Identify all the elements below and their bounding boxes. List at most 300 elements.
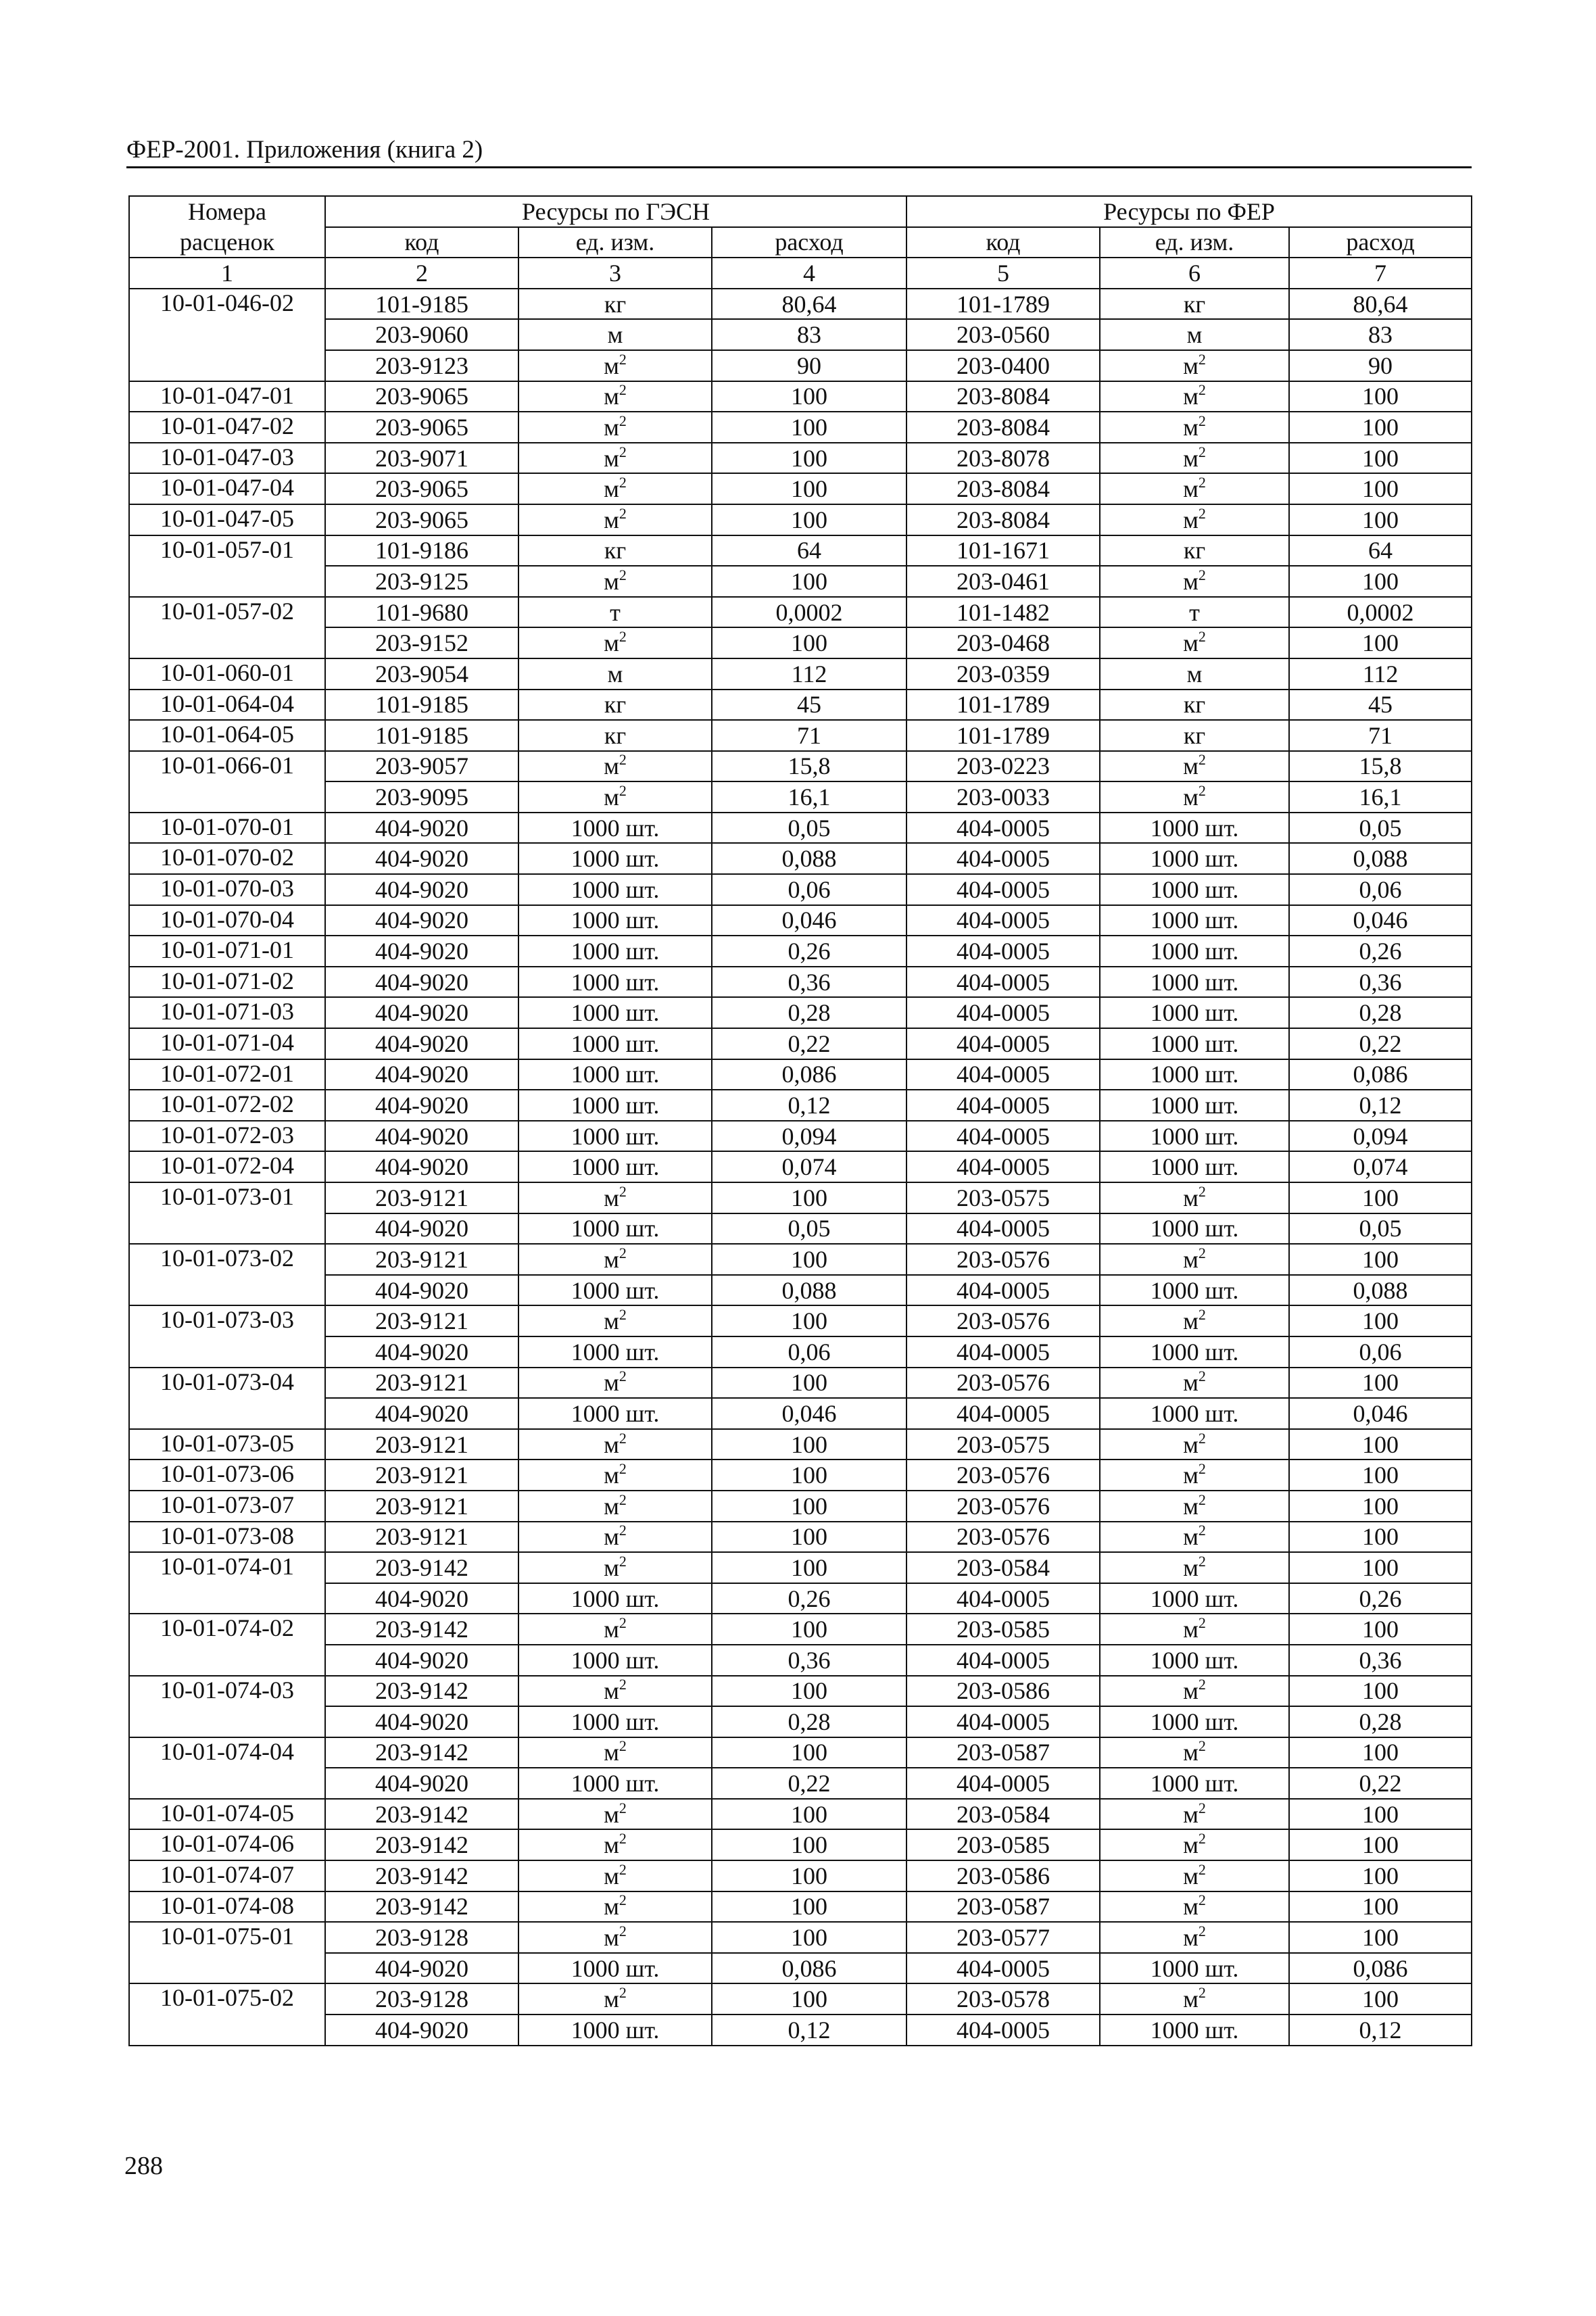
- superscript-two: 2: [1198, 1737, 1206, 1755]
- cell-gesn-code: 404-9020: [325, 1275, 518, 1306]
- table-row: [129, 1614, 1472, 1645]
- superscript-two: 2: [1198, 1306, 1206, 1324]
- cell-gesn-code: 203-9121: [325, 1305, 518, 1336]
- cell-gesn-unit: м: [518, 319, 712, 350]
- cell-gesn-qty: 100: [712, 1491, 906, 1522]
- table-row: [129, 1121, 1472, 1152]
- cell-gesn-unit: $м^2$: [518, 1244, 712, 1275]
- superscript-two: 2: [1198, 566, 1206, 583]
- cell-gesn-qty: 0,06: [712, 874, 906, 905]
- superscript-two: 2: [1198, 1830, 1206, 1848]
- cell-gesn-unit: 1000 шт.: [518, 1028, 712, 1059]
- table-row: [129, 1891, 1472, 1923]
- cell-gesn-qty: 100: [712, 412, 906, 443]
- cell-gesn-qty: 112: [712, 658, 906, 690]
- cell-fer-code: 404-0005: [906, 1275, 1100, 1306]
- col-number: 2: [325, 258, 518, 289]
- cell-gesn-qty: 0,36: [712, 967, 906, 998]
- cell-rate-number: [129, 2015, 325, 2046]
- superscript-two: 2: [1198, 1614, 1206, 1632]
- cell-fer-unit: 1000 шт.: [1100, 997, 1289, 1028]
- cell-gesn-unit: 1000 шт.: [518, 1090, 712, 1121]
- cell-fer-code: 203-0585: [906, 1614, 1100, 1645]
- cell-rate-number: 10-01-073-02: [129, 1244, 325, 1275]
- cell-fer-qty: 0,22: [1289, 1028, 1472, 1059]
- cell-fer-code: 203-0468: [906, 627, 1100, 658]
- cell-rate-number: [129, 1213, 325, 1245]
- cell-gesn-code: 404-9020: [325, 1090, 518, 1121]
- page-number: 288: [124, 2152, 163, 2180]
- cell-fer-unit: $м^2$: [1100, 1737, 1289, 1768]
- cell-rate-number: [129, 319, 325, 350]
- cell-gesn-qty: 100: [712, 1429, 906, 1460]
- cell-fer-unit: $м^2$: [1100, 1491, 1289, 1522]
- cell-fer-unit: 1000 шт.: [1100, 1151, 1289, 1182]
- cell-gesn-code: 203-9152: [325, 627, 518, 658]
- table-row: [129, 566, 1472, 597]
- cell-fer-code: 101-1789: [906, 690, 1100, 721]
- header-fer-qty: расход: [1289, 227, 1472, 258]
- table-row: [129, 720, 1472, 751]
- superscript-two: 2: [619, 566, 627, 583]
- col-number: 5: [906, 258, 1100, 289]
- cell-gesn-code: 203-9142: [325, 1891, 518, 1923]
- superscript-two: 2: [1198, 1244, 1206, 1261]
- cell-fer-code: 203-0584: [906, 1799, 1100, 1830]
- resource-table-container: [128, 195, 1471, 2046]
- cell-rate-number: [129, 1768, 325, 1799]
- header-gesn-qty: расход: [712, 227, 906, 258]
- cell-fer-unit: 1000 шт.: [1100, 905, 1289, 936]
- cell-fer-qty: 100: [1289, 566, 1472, 597]
- cell-gesn-qty: 0,26: [712, 1583, 906, 1614]
- cell-gesn-qty: 0,046: [712, 1398, 906, 1429]
- superscript-two: 2: [619, 751, 627, 769]
- cell-fer-code: 203-0576: [906, 1522, 1100, 1553]
- cell-gesn-qty: 64: [712, 535, 906, 566]
- cell-gesn-code: 203-9128: [325, 1922, 518, 1953]
- superscript-two: 2: [619, 1860, 627, 1878]
- cell-fer-qty: 71: [1289, 720, 1472, 751]
- table-row: [129, 1336, 1472, 1368]
- cell-rate-number: [129, 1706, 325, 1737]
- cell-fer-code: 404-0005: [906, 1768, 1100, 1799]
- cell-fer-qty: 0,36: [1289, 1645, 1472, 1676]
- cell-gesn-qty: 100: [712, 1676, 906, 1707]
- cell-fer-code: 404-0005: [906, 843, 1100, 874]
- cell-fer-qty: 0,26: [1289, 936, 1472, 967]
- table-row: [129, 1860, 1472, 1891]
- superscript-two: 2: [619, 350, 627, 368]
- cell-fer-code: 404-0005: [906, 874, 1100, 905]
- cell-gesn-qty: 83: [712, 319, 906, 350]
- cell-gesn-unit: 1000 шт.: [518, 1583, 712, 1614]
- cell-gesn-code: 404-9020: [325, 1706, 518, 1737]
- superscript-two: 2: [619, 1984, 627, 2002]
- cell-gesn-qty: 100: [712, 1737, 906, 1768]
- cell-fer-qty: 100: [1289, 473, 1472, 504]
- cell-gesn-code: 203-9142: [325, 1614, 518, 1645]
- running-head: ФЕР-2001. Приложения (книга 2): [126, 135, 1472, 168]
- cell-gesn-qty: 100: [712, 1182, 906, 1213]
- cell-rate-number: 10-01-047-03: [129, 443, 325, 474]
- cell-gesn-unit: 1000 шт.: [518, 1768, 712, 1799]
- cell-gesn-unit: 1000 шт.: [518, 1275, 712, 1306]
- cell-fer-code: 404-0005: [906, 1706, 1100, 1737]
- cell-gesn-unit: $м^2$: [518, 1522, 712, 1553]
- table-row: [129, 843, 1472, 874]
- cell-rate-number: 10-01-072-03: [129, 1121, 325, 1152]
- table-row: [129, 627, 1472, 658]
- cell-fer-code: 203-0359: [906, 658, 1100, 690]
- cell-fer-unit: $м^2$: [1100, 443, 1289, 474]
- cell-gesn-qty: 0,36: [712, 1645, 906, 1676]
- table-row: [129, 1552, 1472, 1583]
- table-body: [129, 289, 1472, 2046]
- cell-fer-code: 203-8084: [906, 381, 1100, 412]
- cell-gesn-code: 404-9020: [325, 813, 518, 844]
- cell-fer-unit: 1000 шт.: [1100, 1275, 1289, 1306]
- table-row: [129, 1213, 1472, 1245]
- cell-fer-code: 203-8084: [906, 504, 1100, 535]
- superscript-two: 2: [619, 1182, 627, 1200]
- cell-gesn-unit: $м^2$: [518, 504, 712, 535]
- cell-fer-unit: 1000 шт.: [1100, 1645, 1289, 1676]
- table-row: [129, 967, 1472, 998]
- cell-rate-number: 10-01-070-03: [129, 874, 325, 905]
- superscript-two: 2: [619, 1891, 627, 1909]
- cell-gesn-unit: $м^2$: [518, 1737, 712, 1768]
- superscript-two: 2: [1198, 1984, 1206, 2002]
- superscript-two: 2: [1198, 628, 1206, 646]
- superscript-two: 2: [619, 1923, 627, 1940]
- cell-fer-code: 404-0005: [906, 1398, 1100, 1429]
- superscript-two: 2: [619, 1830, 627, 1848]
- cell-rate-number: 10-01-071-02: [129, 967, 325, 998]
- cell-gesn-qty: 100: [712, 1799, 906, 1830]
- superscript-two: 2: [619, 1368, 627, 1385]
- superscript-two: 2: [619, 474, 627, 491]
- cell-rate-number: 10-01-072-04: [129, 1151, 325, 1182]
- table-row: [129, 1922, 1472, 1953]
- table-row: [129, 350, 1472, 381]
- cell-gesn-qty: 100: [712, 1522, 906, 1553]
- cell-fer-code: 404-0005: [906, 1121, 1100, 1152]
- cell-fer-code: 203-0578: [906, 1983, 1100, 2015]
- cell-fer-qty: 64: [1289, 535, 1472, 566]
- cell-fer-code: 404-0005: [906, 1583, 1100, 1614]
- cell-gesn-code: 203-9121: [325, 1182, 518, 1213]
- cell-rate-number: [129, 1583, 325, 1614]
- cell-fer-qty: 0,12: [1289, 1090, 1472, 1121]
- cell-fer-qty: 100: [1289, 627, 1472, 658]
- cell-fer-unit: $м^2$: [1100, 1829, 1289, 1860]
- cell-rate-number: [129, 566, 325, 597]
- cell-fer-unit: 1000 шт.: [1100, 1953, 1289, 1984]
- cell-fer-qty: 0,05: [1289, 1213, 1472, 1245]
- cell-gesn-unit: 1000 шт.: [518, 1706, 712, 1737]
- cell-gesn-qty: 100: [712, 443, 906, 474]
- cell-fer-unit: $м^2$: [1100, 473, 1289, 504]
- superscript-two: 2: [1198, 1891, 1206, 1909]
- cell-gesn-unit: $м^2$: [518, 781, 712, 813]
- cell-fer-code: 101-1789: [906, 720, 1100, 751]
- cell-fer-unit: 1000 шт.: [1100, 1768, 1289, 1799]
- cell-fer-code: 404-0005: [906, 1336, 1100, 1368]
- cell-gesn-code: 203-9123: [325, 350, 518, 381]
- superscript-two: 2: [619, 782, 627, 800]
- cell-fer-unit: $м^2$: [1100, 751, 1289, 782]
- table-row: [129, 905, 1472, 936]
- cell-fer-unit: $м^2$: [1100, 627, 1289, 658]
- cell-fer-qty: 100: [1289, 1676, 1472, 1707]
- cell-gesn-qty: 100: [712, 1244, 906, 1275]
- cell-gesn-unit: $м^2$: [518, 1552, 712, 1583]
- superscript-two: 2: [1198, 1552, 1206, 1570]
- cell-fer-unit: м: [1100, 319, 1289, 350]
- cell-gesn-unit: 1000 шт.: [518, 905, 712, 936]
- table-row: [129, 1059, 1472, 1090]
- cell-gesn-code: 203-9128: [325, 1983, 518, 2015]
- col-number: 4: [712, 258, 906, 289]
- cell-fer-code: 203-8084: [906, 412, 1100, 443]
- cell-fer-qty: 100: [1289, 1737, 1472, 1768]
- table-row: [129, 936, 1472, 967]
- table-row: [129, 535, 1472, 566]
- cell-rate-number: 10-01-064-04: [129, 690, 325, 721]
- cell-gesn-qty: 0,05: [712, 1213, 906, 1245]
- cell-gesn-unit: $м^2$: [518, 350, 712, 381]
- superscript-two: 2: [1198, 381, 1206, 399]
- table-row: [129, 2015, 1472, 2046]
- cell-rate-number: 10-01-074-07: [129, 1860, 325, 1891]
- cell-gesn-code: 203-9142: [325, 1829, 518, 1860]
- cell-fer-code: 404-0005: [906, 1151, 1100, 1182]
- cell-gesn-unit: $м^2$: [518, 566, 712, 597]
- cell-gesn-qty: 71: [712, 720, 906, 751]
- cell-fer-code: 101-1482: [906, 597, 1100, 628]
- cell-fer-unit: 1000 шт.: [1100, 1706, 1289, 1737]
- cell-fer-unit: кг: [1100, 720, 1289, 751]
- cell-gesn-code: 203-9121: [325, 1244, 518, 1275]
- cell-fer-qty: 0,046: [1289, 905, 1472, 936]
- cell-fer-code: 404-0005: [906, 997, 1100, 1028]
- cell-fer-code: 203-0576: [906, 1368, 1100, 1399]
- cell-gesn-code: 404-9020: [325, 1059, 518, 1090]
- cell-gesn-unit: 1000 шт.: [518, 1336, 712, 1368]
- cell-rate-number: 10-01-073-05: [129, 1429, 325, 1460]
- cell-gesn-code: 101-9185: [325, 690, 518, 721]
- table-row: [129, 1676, 1472, 1707]
- cell-gesn-qty: 100: [712, 1891, 906, 1923]
- cell-gesn-qty: 0,094: [712, 1121, 906, 1152]
- cell-fer-qty: 0,086: [1289, 1059, 1472, 1090]
- cell-fer-unit: т: [1100, 597, 1289, 628]
- table-row: [129, 1491, 1472, 1522]
- cell-fer-qty: 100: [1289, 381, 1472, 412]
- table-row: [129, 658, 1472, 690]
- cell-gesn-qty: 0,06: [712, 1336, 906, 1368]
- cell-gesn-unit: 1000 шт.: [518, 997, 712, 1028]
- cell-gesn-unit: 1000 шт.: [518, 874, 712, 905]
- cell-gesn-qty: 16,1: [712, 781, 906, 813]
- cell-fer-code: 203-0223: [906, 751, 1100, 782]
- cell-fer-qty: 100: [1289, 1305, 1472, 1336]
- cell-fer-unit: $м^2$: [1100, 504, 1289, 535]
- cell-fer-qty: 0,088: [1289, 1275, 1472, 1306]
- cell-fer-code: 203-0584: [906, 1552, 1100, 1583]
- cell-gesn-code: 203-9054: [325, 658, 518, 690]
- cell-fer-qty: 100: [1289, 1860, 1472, 1891]
- cell-fer-code: 404-0005: [906, 936, 1100, 967]
- cell-fer-qty: 16,1: [1289, 781, 1472, 813]
- table-row: [129, 1768, 1472, 1799]
- header-gesn-group: Ресурсы по ГЭСН: [325, 196, 906, 227]
- table-row: [129, 1429, 1472, 1460]
- table-row: [129, 1182, 1472, 1213]
- cell-gesn-qty: 0,046: [712, 905, 906, 936]
- cell-fer-qty: 0,22: [1289, 1768, 1472, 1799]
- cell-gesn-code: 203-9142: [325, 1737, 518, 1768]
- resource-table: [128, 195, 1472, 2046]
- cell-gesn-code: 404-9020: [325, 874, 518, 905]
- cell-fer-code: 404-0005: [906, 1953, 1100, 1984]
- cell-rate-number: 10-01-073-04: [129, 1368, 325, 1399]
- cell-fer-qty: 0,074: [1289, 1151, 1472, 1182]
- cell-fer-code: 203-0587: [906, 1891, 1100, 1923]
- superscript-two: 2: [1198, 1522, 1206, 1539]
- cell-fer-unit: 1000 шт.: [1100, 1336, 1289, 1368]
- table-row: [129, 1522, 1472, 1553]
- cell-gesn-unit: $м^2$: [518, 1368, 712, 1399]
- cell-fer-unit: $м^2$: [1100, 1860, 1289, 1891]
- cell-rate-number: 10-01-072-01: [129, 1059, 325, 1090]
- superscript-two: 2: [1198, 1860, 1206, 1878]
- cell-fer-code: 203-0577: [906, 1922, 1100, 1953]
- cell-fer-unit: $м^2$: [1100, 1614, 1289, 1645]
- col-number: 7: [1289, 258, 1472, 289]
- superscript-two: 2: [619, 1799, 627, 1816]
- cell-fer-unit: $м^2$: [1100, 1983, 1289, 2015]
- cell-gesn-unit: $м^2$: [518, 381, 712, 412]
- cell-fer-code: 404-0005: [906, 1213, 1100, 1245]
- header-fer-group: Ресурсы по ФЕР: [906, 196, 1472, 227]
- header-row-groups: [129, 196, 1472, 227]
- table-row: [129, 1737, 1472, 1768]
- cell-fer-qty: 0,094: [1289, 1121, 1472, 1152]
- cell-gesn-code: 404-9020: [325, 1151, 518, 1182]
- cell-gesn-code: 203-9142: [325, 1676, 518, 1707]
- superscript-two: 2: [1198, 782, 1206, 800]
- cell-rate-number: 10-01-075-02: [129, 1983, 325, 2015]
- table-row: [129, 1244, 1472, 1275]
- cell-fer-code: 404-0005: [906, 813, 1100, 844]
- cell-fer-qty: 80,64: [1289, 289, 1472, 320]
- cell-gesn-code: 203-9121: [325, 1491, 518, 1522]
- cell-fer-qty: 100: [1289, 1244, 1472, 1275]
- superscript-two: 2: [619, 443, 627, 460]
- cell-gesn-unit: 1000 шт.: [518, 813, 712, 844]
- cell-fer-qty: 100: [1289, 443, 1472, 474]
- cell-gesn-code: 203-9065: [325, 381, 518, 412]
- superscript-two: 2: [619, 1737, 627, 1755]
- cell-rate-number: [129, 1953, 325, 1984]
- cell-fer-qty: 0,26: [1289, 1583, 1472, 1614]
- cell-rate-number: 10-01-074-03: [129, 1676, 325, 1707]
- cell-fer-unit: $м^2$: [1100, 1522, 1289, 1553]
- cell-fer-code: 203-0576: [906, 1244, 1100, 1275]
- cell-gesn-qty: 80,64: [712, 289, 906, 320]
- cell-rate-number: 10-01-074-08: [129, 1891, 325, 1923]
- superscript-two: 2: [1198, 443, 1206, 460]
- table-row: [129, 1151, 1472, 1182]
- cell-gesn-unit: кг: [518, 289, 712, 320]
- cell-fer-code: 404-0005: [906, 1059, 1100, 1090]
- cell-gesn-code: 203-9121: [325, 1429, 518, 1460]
- cell-rate-number: 10-01-047-04: [129, 473, 325, 504]
- cell-fer-unit: $м^2$: [1100, 1182, 1289, 1213]
- cell-gesn-code: 203-9095: [325, 781, 518, 813]
- cell-gesn-code: 203-9065: [325, 473, 518, 504]
- table-row: [129, 412, 1472, 443]
- cell-gesn-unit: кг: [518, 535, 712, 566]
- cell-fer-qty: 100: [1289, 1891, 1472, 1923]
- superscript-two: 2: [1198, 412, 1206, 429]
- cell-gesn-qty: 0,28: [712, 997, 906, 1028]
- cell-gesn-qty: 100: [712, 627, 906, 658]
- table-row: [129, 289, 1472, 320]
- cell-gesn-qty: 100: [712, 1614, 906, 1645]
- cell-fer-qty: 83: [1289, 319, 1472, 350]
- cell-gesn-unit: $м^2$: [518, 412, 712, 443]
- superscript-two: 2: [619, 412, 627, 429]
- cell-gesn-unit: 1000 шт.: [518, 1059, 712, 1090]
- table-row: [129, 690, 1472, 721]
- cell-fer-qty: 100: [1289, 1552, 1472, 1583]
- header-rate-line2: расценок: [129, 227, 325, 258]
- cell-gesn-qty: 0,088: [712, 843, 906, 874]
- cell-gesn-qty: 0,22: [712, 1768, 906, 1799]
- cell-gesn-code: 203-9057: [325, 751, 518, 782]
- cell-fer-unit: 1000 шт.: [1100, 936, 1289, 967]
- header-rate-line1: Номера: [129, 196, 325, 227]
- superscript-two: 2: [619, 1244, 627, 1261]
- cell-fer-unit: $м^2$: [1100, 1244, 1289, 1275]
- cell-fer-code: 203-0575: [906, 1182, 1100, 1213]
- cell-fer-qty: 100: [1289, 1368, 1472, 1399]
- cell-gesn-qty: 100: [712, 1860, 906, 1891]
- cell-fer-code: 203-0586: [906, 1676, 1100, 1707]
- cell-fer-qty: 100: [1289, 1182, 1472, 1213]
- cell-gesn-qty: 45: [712, 690, 906, 721]
- cell-fer-unit: 1000 шт.: [1100, 1583, 1289, 1614]
- cell-fer-unit: 1000 шт.: [1100, 967, 1289, 998]
- cell-rate-number: 10-01-074-04: [129, 1737, 325, 1768]
- cell-gesn-code: 404-9020: [325, 1583, 518, 1614]
- cell-gesn-code: 203-9071: [325, 443, 518, 474]
- cell-gesn-code: 404-9020: [325, 1953, 518, 1984]
- cell-gesn-qty: 90: [712, 350, 906, 381]
- cell-fer-qty: 100: [1289, 1829, 1472, 1860]
- cell-fer-unit: $м^2$: [1100, 1799, 1289, 1830]
- cell-gesn-qty: 0,05: [712, 813, 906, 844]
- cell-fer-code: 203-8078: [906, 443, 1100, 474]
- cell-rate-number: 10-01-074-02: [129, 1614, 325, 1645]
- table-row: [129, 1645, 1472, 1676]
- cell-gesn-code: 101-9185: [325, 289, 518, 320]
- cell-fer-unit: 1000 шт.: [1100, 1059, 1289, 1090]
- cell-gesn-unit: $м^2$: [518, 627, 712, 658]
